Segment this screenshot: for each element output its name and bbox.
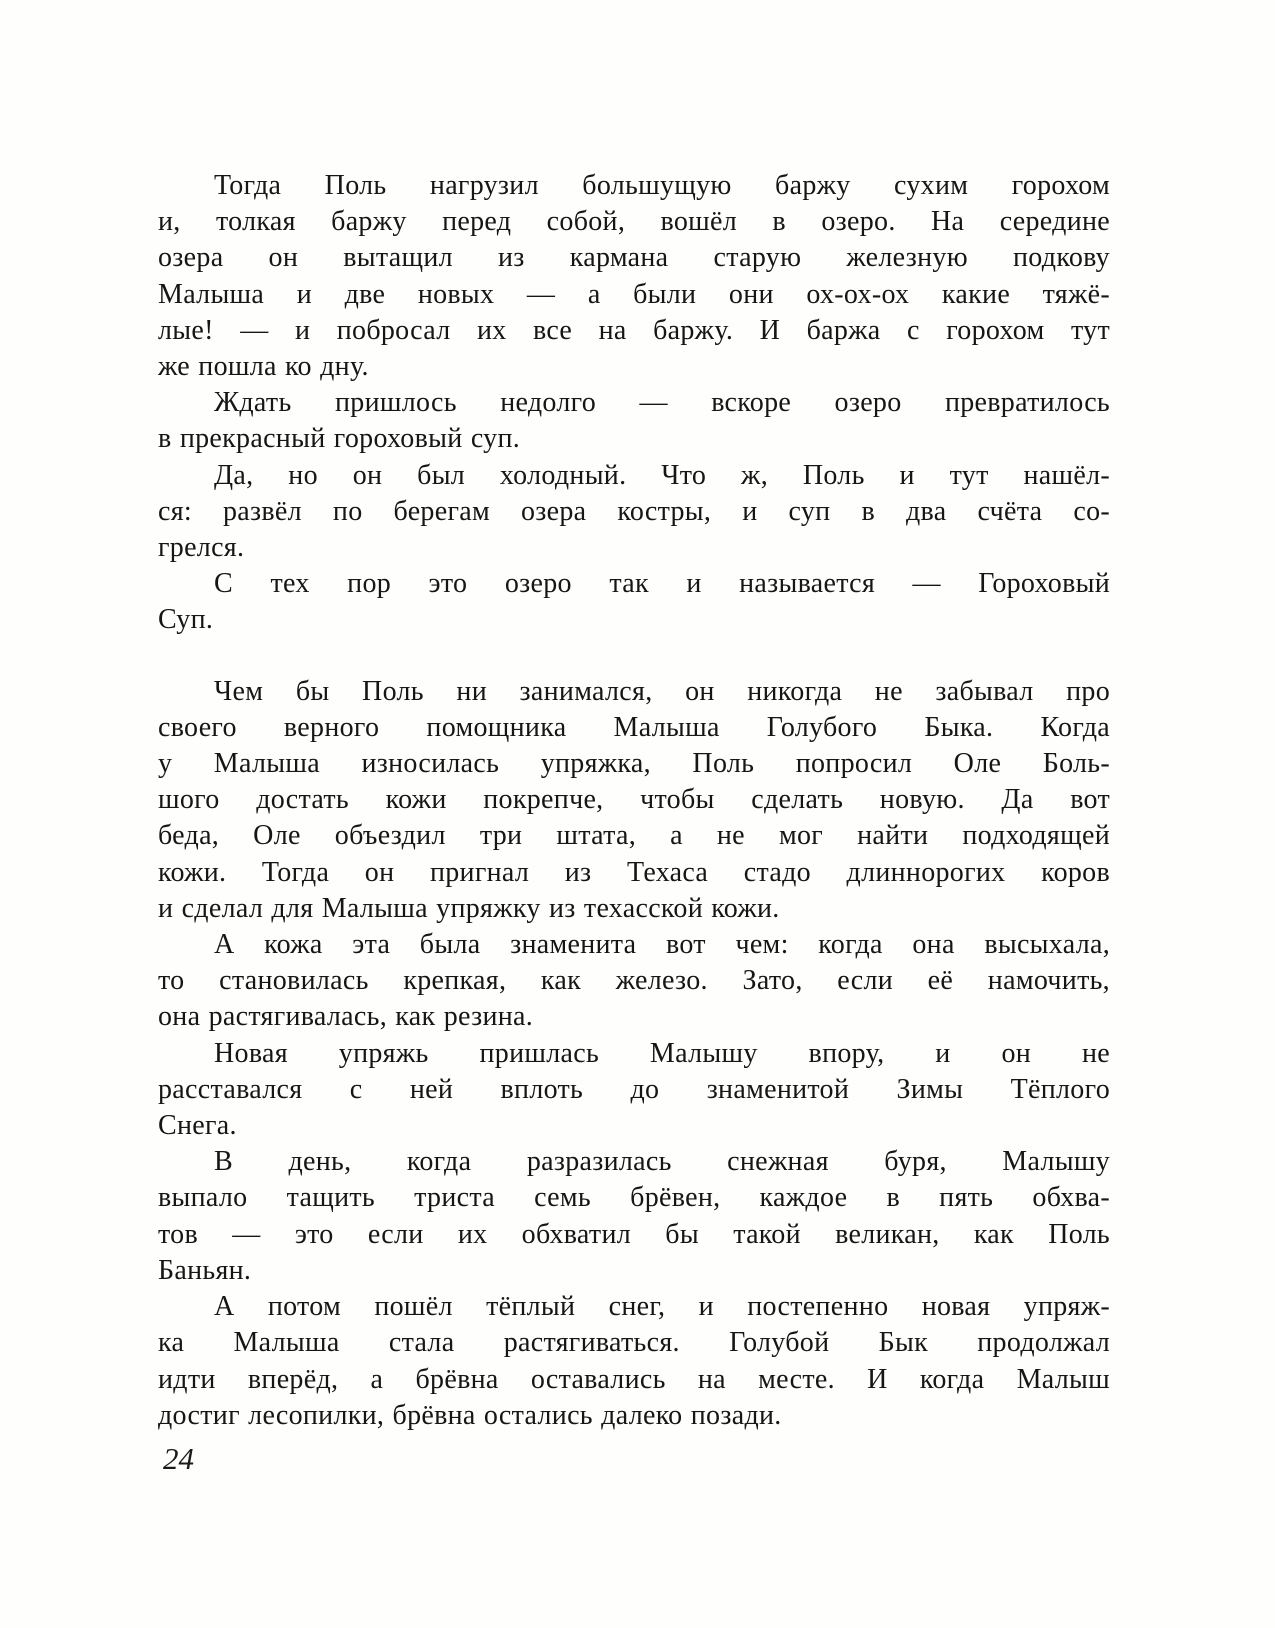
paragraph	[158, 927, 1110, 1036]
text-line: и сделал для Малыша упряжку из техасской кожи.	[158, 892, 780, 924]
text-line: Суп.	[158, 604, 214, 636]
paragraph	[158, 458, 1110, 567]
text-line: грелся.	[158, 532, 245, 564]
text-line: же пошла ко дну.	[158, 351, 369, 383]
paragraph	[158, 1289, 1110, 1434]
paragraph	[158, 1036, 1110, 1145]
text-section	[158, 674, 1110, 1434]
text-line: и, толкая баржу перед собой, вошёл в озеро. На середине	[158, 206, 1110, 238]
text-line: беда, Оле объездил три штата, а не мог найти подходящей	[158, 820, 1110, 852]
text-line: Ждать пришлось недолго — вскоре озеро превратилось	[214, 387, 1110, 419]
text-line: шого достать кожи покрепче, чтобы сделать новую. Да вот	[158, 784, 1110, 816]
text-line: Снега.	[158, 1110, 237, 1142]
text-line: Баньян.	[158, 1254, 252, 1286]
text-line: ся: развёл по берегам озера костры, и суп в два счёта со-	[158, 495, 1110, 527]
text-section	[158, 168, 1110, 639]
text-line: она растягивалась, как резина.	[158, 1001, 534, 1033]
text-line: А потом пошёл тёплый снег, и постепенно новая упряж-	[214, 1291, 1110, 1323]
text-line: Тогда Поль нагрузил большущую баржу сухим горохом	[214, 170, 1110, 201]
text-line: Чем бы Поль ни занимался, он никогда не забывал про	[214, 675, 1110, 707]
text-line: В день, когда разразилась снежная буря, Малышу	[214, 1146, 1110, 1178]
text-line: лые! — и побросал их все на баржу. И баржа с горохом тут	[158, 314, 1110, 346]
text-line: в прекрасный гороховый суп.	[158, 423, 521, 455]
text-line: Да, но он был холодный. Что ж, Поль и тут нашёл-	[214, 459, 1110, 491]
text-line: у Малыша износилась упряжка, Поль попросил Оле Боль-	[158, 748, 1110, 780]
text-line: идти вперёд, а брёвна оставались на месте. И когда Малыш	[158, 1363, 1110, 1395]
text-line: достиг лесопилки, брёвна остались далеко позади.	[158, 1399, 782, 1431]
text-line: С тех пор это озеро так и называется — Гороховый	[214, 568, 1110, 600]
page-number: 24	[163, 1441, 194, 1476]
paragraph	[158, 168, 1110, 385]
paragraph	[158, 566, 1110, 638]
text-line: кожи. Тогда он пригнал из Техаса стадо длиннорогих коров	[158, 856, 1110, 888]
text-line: Новая упряжь пришлась Малышу впору, и он не	[214, 1037, 1110, 1069]
paragraph	[158, 385, 1110, 457]
text-line: А кожа эта была знаменита вот чем: когда она высыхала,	[214, 929, 1110, 961]
text-line: своего верного помощника Малыша Голубого Быка. Когда	[158, 711, 1110, 743]
text-block	[158, 168, 1110, 1434]
text-line: расставался с ней вплоть до знаменитой Зимы Тёплого	[158, 1073, 1110, 1105]
text-line: ка Малыша стала растягиваться. Голубой Бык продолжал	[158, 1327, 1110, 1359]
text-line: тов — это если их обхватил бы такой великан, как Поль	[158, 1218, 1110, 1250]
paragraph	[158, 674, 1110, 927]
paragraph	[158, 1144, 1110, 1289]
text-line: Малыша и две новых — а были они ох-ох-ох какие тяжё-	[158, 278, 1110, 310]
text-line: озера он вытащил из кармана старую железную подкову	[158, 242, 1110, 274]
text-line: выпало тащить триста семь брёвен, каждое в пять обхва-	[158, 1182, 1110, 1214]
text-line: то становилась крепкая, как железо. Зато, если её намочить,	[158, 965, 1110, 997]
